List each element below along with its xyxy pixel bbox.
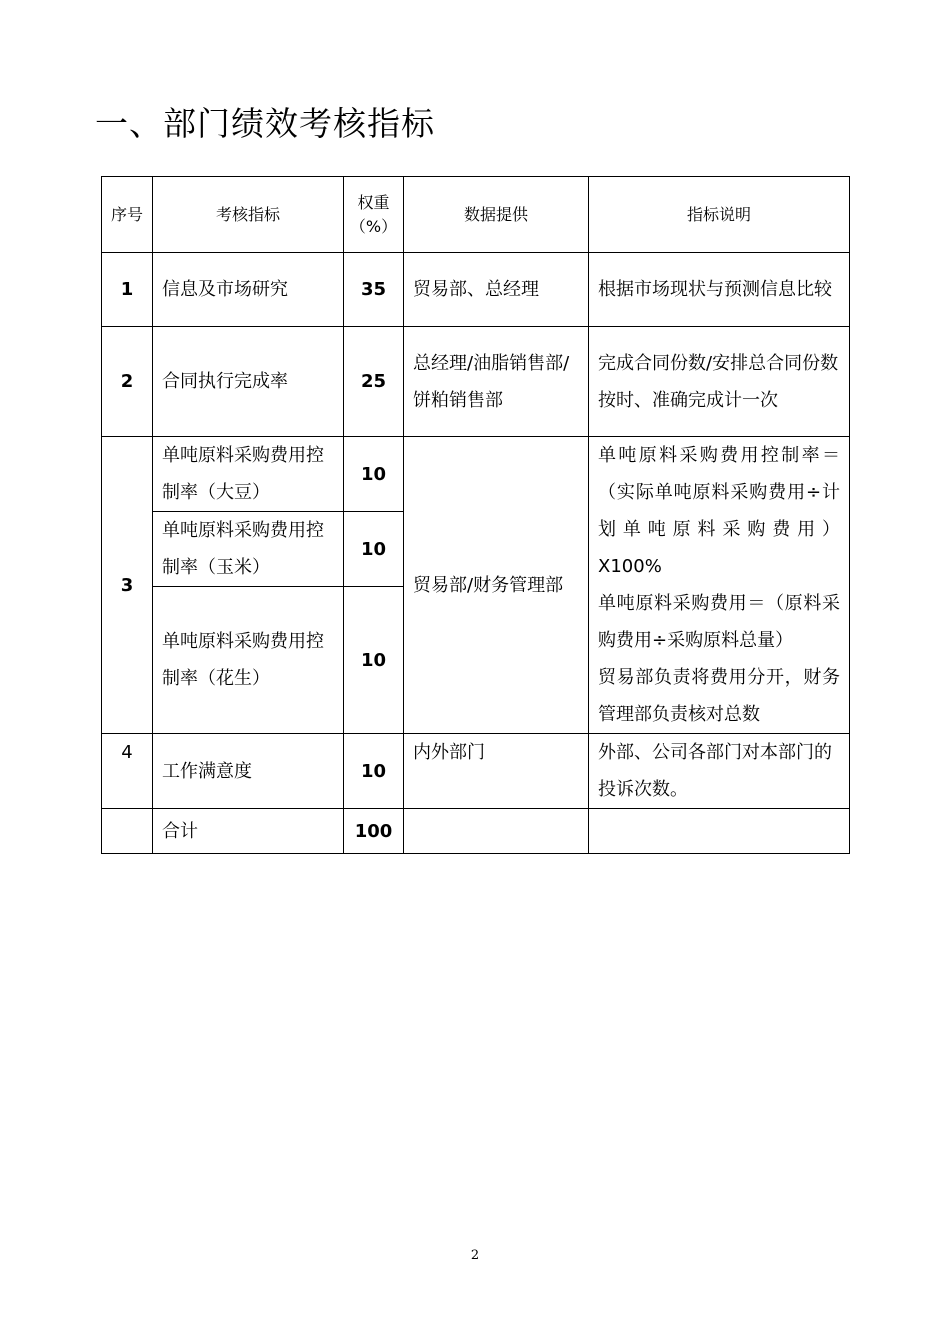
row-index: 2 — [102, 327, 153, 437]
table-row — [102, 734, 850, 809]
row-source: 贸易部/财务管理部 — [404, 437, 589, 734]
total-source — [404, 809, 589, 854]
row-weight: 10 — [344, 587, 404, 734]
total-label: 合计 — [153, 809, 344, 854]
row-indicator: 单吨原料采购费用控制率（玉米） — [153, 512, 344, 587]
row-indicator: 合同执行完成率 — [153, 327, 344, 437]
header-weight: 权重（%） — [344, 177, 404, 253]
row-indicator: 单吨原料采购费用控制率（大豆） — [153, 437, 344, 512]
page-title: 一、部门绩效考核指标 — [95, 104, 435, 143]
header-index: 序号 — [102, 177, 153, 253]
table-header-row — [102, 177, 850, 253]
header-description: 指标说明 — [589, 177, 850, 253]
table-row — [102, 437, 850, 512]
total-description — [589, 809, 850, 854]
row-index: 3 — [102, 437, 153, 734]
row-description — [589, 734, 850, 809]
description-line: 按时、准确完成计一次 — [598, 389, 778, 411]
description-line: 贸易部负责将费用分开，财务管理部负责核对总数 — [598, 667, 840, 725]
row-indicator: 工作满意度 — [153, 734, 344, 809]
row-source: 内外部门 — [404, 734, 589, 809]
page-number: 2 — [470, 1248, 480, 1263]
row-source: 总经理/油脂销售部/饼粕销售部 — [404, 327, 589, 437]
row-description — [589, 253, 850, 327]
description-line: 单吨原料采购费用控制率＝（实际单吨原料采购费用÷计划单吨原料采购费用）X100% — [598, 445, 840, 577]
row-description — [589, 437, 850, 734]
kpi-table — [101, 176, 850, 854]
total-index — [102, 809, 153, 854]
table-row — [102, 253, 850, 327]
header-source: 数据提供 — [404, 177, 589, 253]
description-line: 完成合同份数/安排总合同份数 — [598, 352, 839, 374]
description-line: 单吨原料采购费用＝（原料采购费用÷采购原料总量） — [598, 593, 840, 651]
row-weight: 10 — [344, 734, 404, 809]
description-line: 外部、公司各部门对本部门的投诉次数。 — [598, 742, 832, 800]
row-weight: 25 — [344, 327, 404, 437]
description-line: 根据市场现状与预测信息比较 — [598, 279, 832, 300]
table-row — [102, 327, 850, 437]
row-description — [589, 327, 850, 437]
row-weight: 10 — [344, 512, 404, 587]
row-source: 贸易部、总经理 — [404, 253, 589, 327]
row-index: 1 — [102, 253, 153, 327]
row-weight: 35 — [344, 253, 404, 327]
row-indicator: 信息及市场研究 — [153, 253, 344, 327]
header-indicator: 考核指标 — [153, 177, 344, 253]
total-row — [102, 809, 850, 854]
row-weight: 10 — [344, 437, 404, 512]
row-index: 4 — [102, 734, 153, 809]
total-weight: 100 — [344, 809, 404, 854]
row-indicator: 单吨原料采购费用控制率（花生） — [153, 587, 344, 734]
